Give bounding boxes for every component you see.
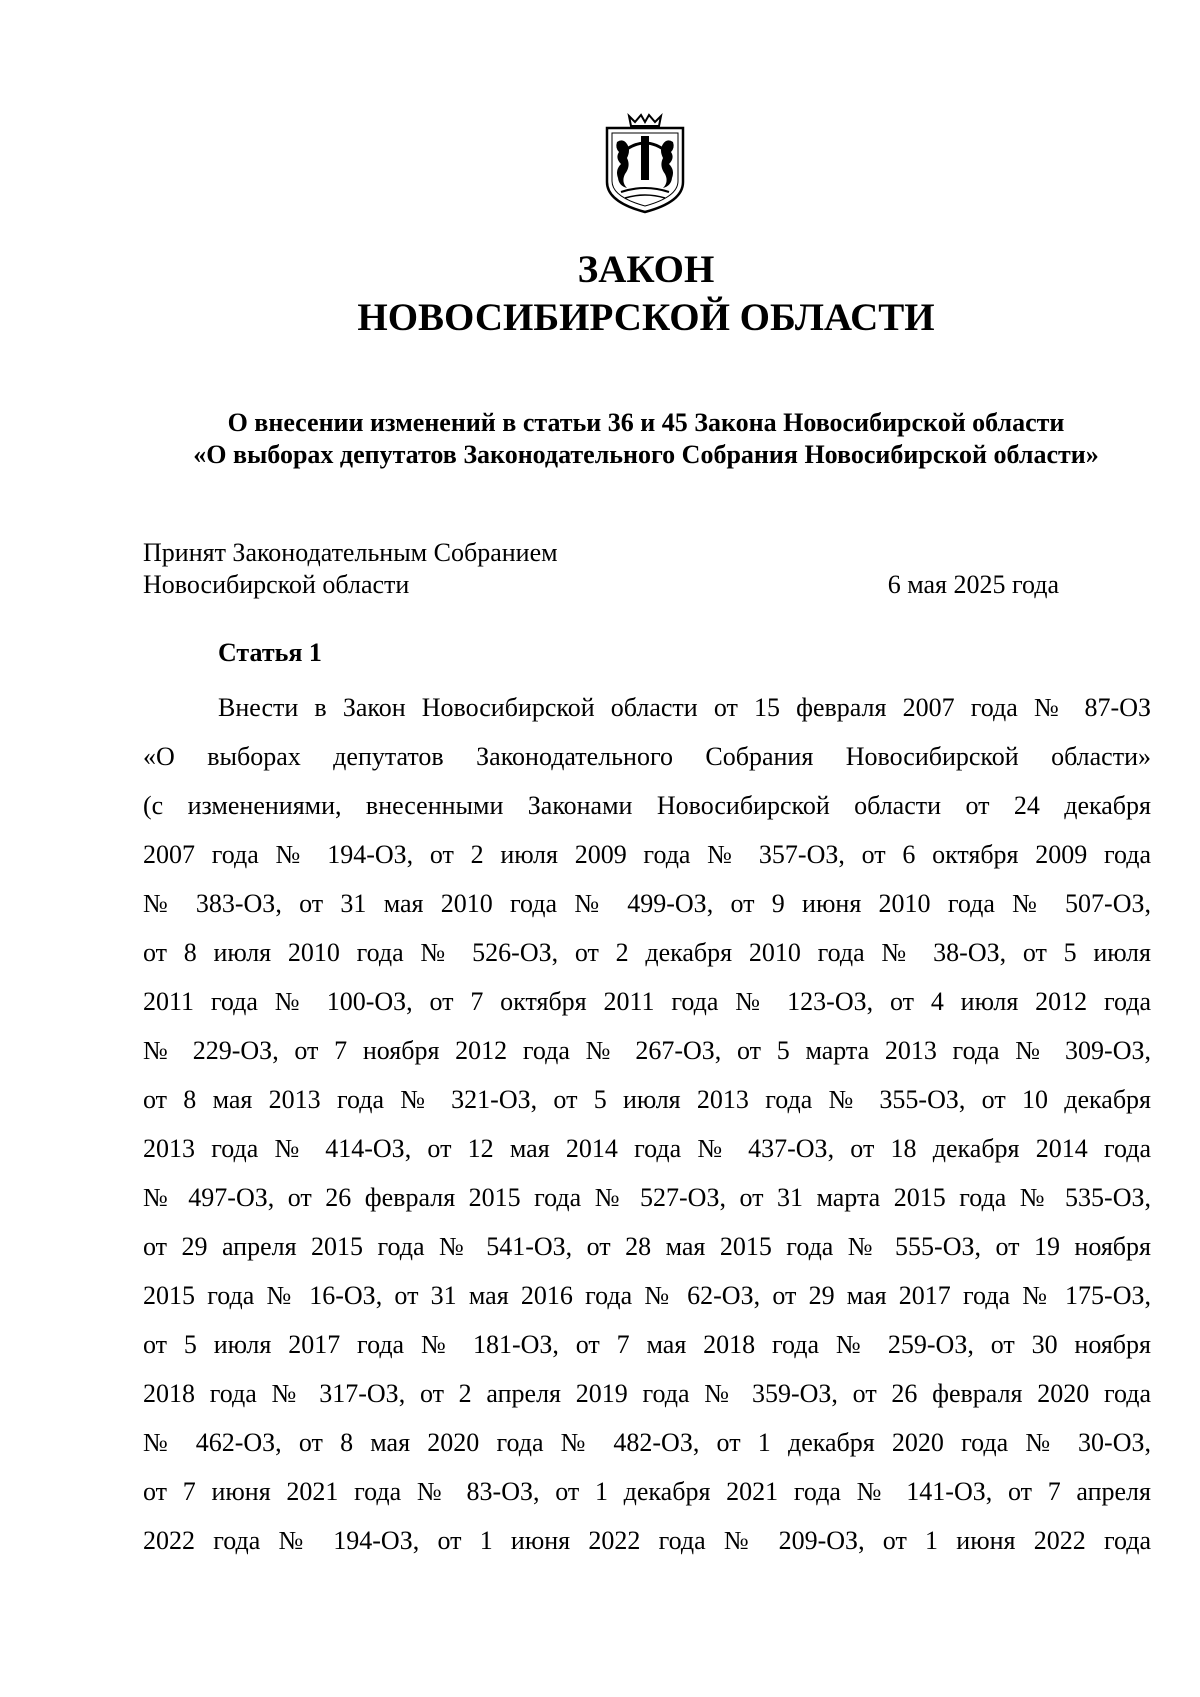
article-heading: Статья 1: [218, 638, 322, 667]
law-title-line-1: ЗАКОН: [577, 248, 715, 291]
article-line: № 462-ОЗ, от 8 мая 2020 года № 482-ОЗ, от 1 декабря 2020 года № 30-ОЗ,: [143, 1428, 1151, 1457]
article-line: № 229-ОЗ, от 7 ноября 2012 года № 267-ОЗ, от 5 марта 2013 года № 309-ОЗ,: [143, 1036, 1151, 1065]
adoption-body-line-1: Принят Законодательным Собранием: [143, 538, 558, 567]
article-line: Внести в Закон Новосибирской области от 15 февраля 2007 года № 87-ОЗ: [218, 693, 1151, 722]
law-subtitle-line-1: О внесении изменений в статьи 36 и 45 Закона Новосибирской области: [227, 408, 1065, 437]
adoption-date: 6 мая 2025 года: [887, 570, 1059, 599]
article-line: от 8 июля 2010 года № 526-ОЗ, от 2 декабря 2010 года № 38-ОЗ, от 5 июля: [143, 938, 1151, 967]
article-line: 2007 года № 194-ОЗ, от 2 июля 2009 года № 357-ОЗ, от 6 октября 2009 года: [143, 840, 1151, 869]
article-line: 2022 года № 194-ОЗ, от 1 июня 2022 года № 209-ОЗ, от 1 июня 2022 года: [143, 1526, 1151, 1555]
article-line: «О выборах депутатов Законодательного Собрания Новосибирской области»: [143, 742, 1151, 771]
article-line: от 8 мая 2013 года № 321-ОЗ, от 5 июля 2013 года № 355-ОЗ, от 10 декабря: [143, 1085, 1151, 1114]
article-line: 2015 года № 16-ОЗ, от 31 мая 2016 года № 62-ОЗ, от 29 мая 2017 года № 175-ОЗ,: [143, 1281, 1151, 1310]
law-subtitle-line-2: «О выборах депутатов Законодательного Собрания Новосибирской области»: [193, 440, 1099, 469]
article-line: 2013 года № 414-ОЗ, от 12 мая 2014 года № 437-ОЗ, от 18 декабря 2014 года: [143, 1134, 1151, 1163]
coat-of-arms-emblem: [601, 112, 689, 216]
article-line: от 5 июля 2017 года № 181-ОЗ, от 7 мая 2018 года № 259-ОЗ, от 30 ноября: [143, 1330, 1151, 1359]
article-body: [143, 683, 1151, 1565]
article-line: (с изменениями, внесенными Законами Новосибирской области от 24 декабря: [143, 791, 1151, 820]
article-line: № 383-ОЗ, от 31 мая 2010 года № 499-ОЗ, от 9 июня 2010 года № 507-ОЗ,: [143, 889, 1151, 918]
article-line: 2011 года № 100-ОЗ, от 7 октября 2011 года № 123-ОЗ, от 4 июля 2012 года: [143, 987, 1151, 1016]
article-line: от 29 апреля 2015 года № 541-ОЗ, от 28 мая 2015 года № 555-ОЗ, от 19 ноября: [143, 1232, 1151, 1261]
article-line: № 497-ОЗ, от 26 февраля 2015 года № 527-ОЗ, от 31 марта 2015 года № 535-ОЗ,: [143, 1183, 1151, 1212]
adoption-body-line-2: Новосибирской области: [143, 570, 410, 599]
article-line: от 7 июня 2021 года № 83-ОЗ, от 1 декабря 2021 года № 141-ОЗ, от 7 апреля: [143, 1477, 1151, 1506]
law-title-line-2: НОВОСИБИРСКОЙ ОБЛАСТИ: [357, 296, 935, 339]
article-line: 2018 года № 317-ОЗ, от 2 апреля 2019 года № 359-ОЗ, от 26 февраля 2020 года: [143, 1379, 1151, 1408]
